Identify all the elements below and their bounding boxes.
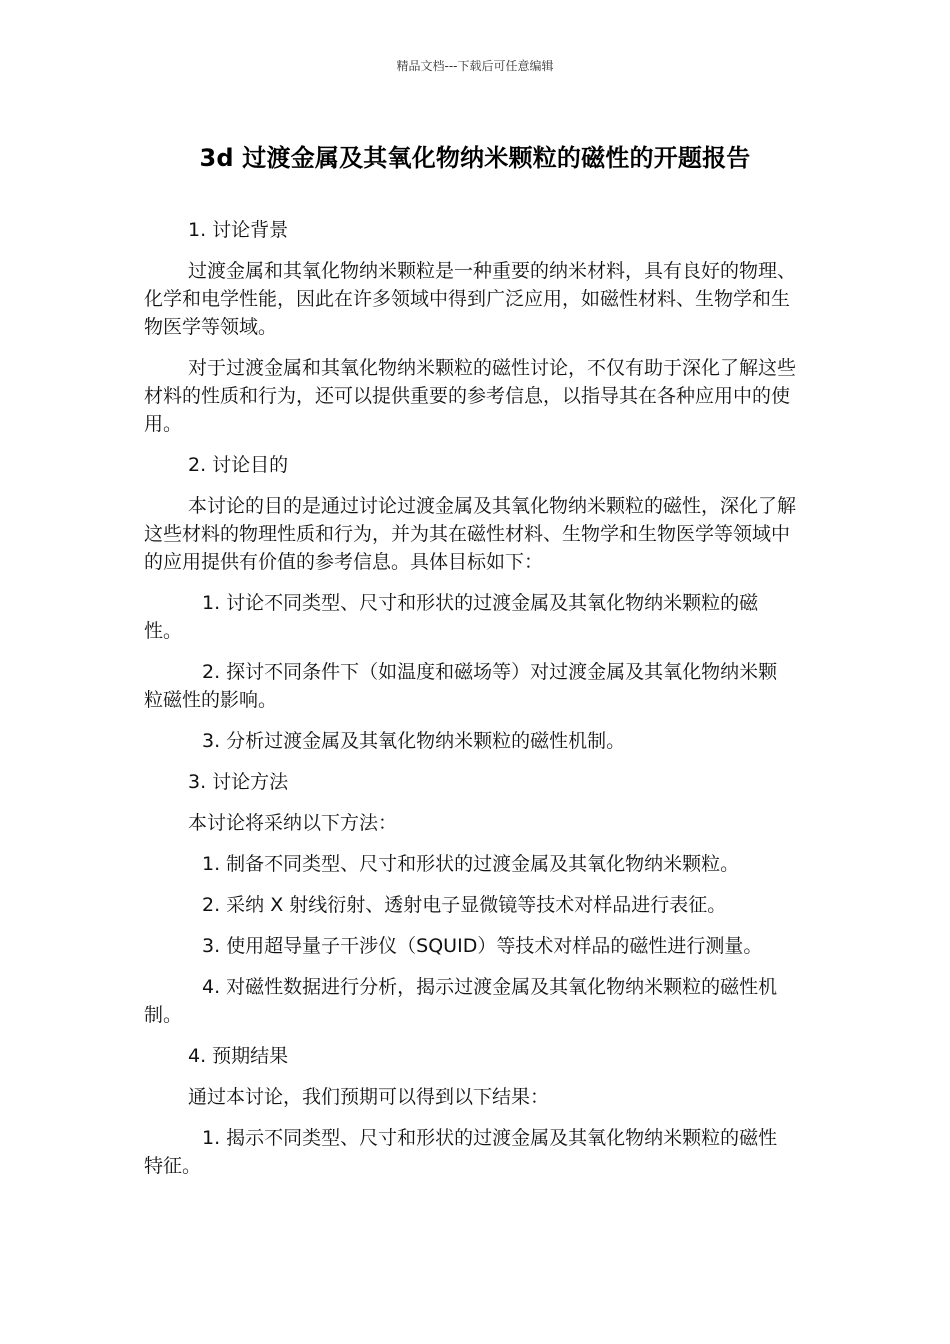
- document-body: [144, 216, 796, 1180]
- paragraph: 过渡金属和其氧化物纳米颗粒是一种重要的纳米材料，具有良好的物理、化学和电学性能，因此在许多领域中得到广泛应用，如磁性材料、生物学和生物医学等领域。: [144, 260, 797, 338]
- list-item: 2. 采纳 X 射线衍射、透射电子显微镜等技术对样品进行表征。: [202, 894, 727, 916]
- paragraph: 对于过渡金属和其氧化物纳米颗粒的磁性讨论，不仅有助于深化了解这些材料的性质和行为，还可以提供重要的参考信息，以指导其在各种应用中的使用。: [144, 357, 797, 435]
- section-heading-purpose: 2. 讨论目的: [188, 454, 289, 476]
- section-heading-expected-results: 4. 预期结果: [188, 1045, 289, 1067]
- list-item: 4. 对磁性数据进行分析，揭示过渡金属及其氧化物纳米颗粒的磁性机制。: [144, 976, 778, 1026]
- section-heading-method: 3. 讨论方法: [188, 771, 289, 793]
- paragraph: 通过本讨论，我们预期可以得到以下结果：: [188, 1086, 550, 1108]
- list-item: 1. 讨论不同类型、尺寸和形状的过渡金属及其氧化物纳米颗粒的磁性。: [144, 592, 759, 642]
- section-heading-background: 1. 讨论背景: [188, 219, 289, 241]
- paragraph: 本讨论的目的是通过讨论过渡金属及其氧化物纳米颗粒的磁性，深化了解这些材料的物理性质和行为，并为其在磁性材料、生物学和生物医学等领域中的应用提供有价值的参考信息。具体目标如下：: [144, 495, 797, 573]
- list-item: 1. 揭示不同类型、尺寸和形状的过渡金属及其氧化物纳米颗粒的磁性特征。: [144, 1127, 778, 1177]
- list-item: 2. 探讨不同条件下（如温度和磁场等）对过渡金属及其氧化物纳米颗粒磁性的影响。: [144, 661, 778, 711]
- list-item: 3. 使用超导量子干涉仪（SQUID）等技术对样品的磁性进行测量。: [202, 935, 763, 957]
- document-title: 3d 过渡金属及其氧化物纳米颗粒的磁性的开题报告: [199, 144, 751, 172]
- page-header: 精品文档---下载后可任意编辑: [396, 59, 554, 73]
- list-item: 1. 制备不同类型、尺寸和形状的过渡金属及其氧化物纳米颗粒。: [202, 853, 740, 875]
- paragraph: 本讨论将采纳以下方法：: [188, 812, 398, 834]
- list-item: 3. 分析过渡金属及其氧化物纳米颗粒的磁性机制。: [202, 730, 626, 752]
